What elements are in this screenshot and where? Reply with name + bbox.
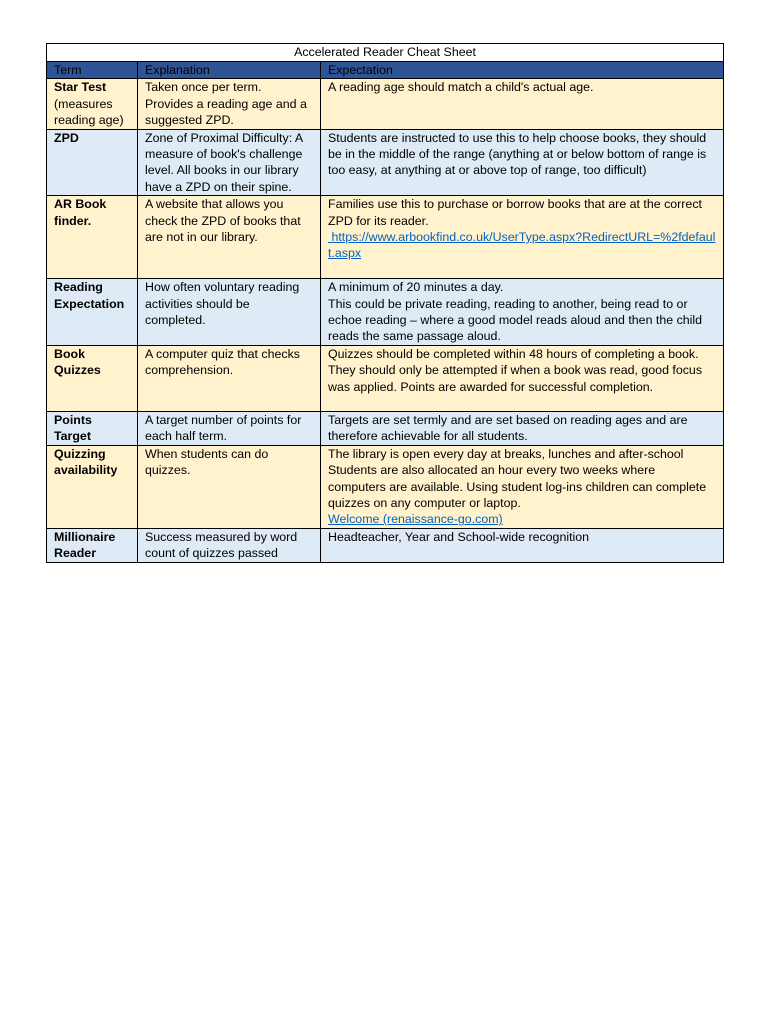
expectation-cell: A reading age should match a child's actual age. (321, 79, 724, 129)
explanation-cell: How often voluntary reading activities should be completed. (138, 279, 321, 346)
term-cell: AR Book finder. (47, 196, 138, 279)
explanation-cell: Taken once per term. Provides a reading age and a suggested ZPD. (138, 79, 321, 129)
explanation-cell: A target number of points for each half term. (138, 411, 321, 445)
expectation-text: Families use this to purchase or borrow books that are at the correct ZPD for its reader. (328, 197, 702, 228)
term-cell: Book Quizzes (47, 345, 138, 411)
table-row (47, 196, 724, 279)
expectation-cell (321, 279, 724, 346)
expectation-text: The library is open every day at breaks, lunches and after-school (328, 446, 684, 461)
term-cell: Points Target (47, 411, 138, 445)
table-row (47, 345, 724, 411)
header-expectation: Expectation (321, 62, 724, 79)
explanation-cell: Success measured by word count of quizzes passed (138, 528, 321, 562)
table-title: Accelerated Reader Cheat Sheet (47, 44, 724, 62)
table-row (47, 129, 724, 196)
explanation-cell: When students can do quizzes. (138, 445, 321, 528)
expectation-cell (321, 445, 724, 528)
expectation-cell: Headteacher, Year and School-wide recognition (321, 528, 724, 562)
renaissance-link[interactable]: Welcome (renaissance-go.com) (328, 512, 503, 527)
table-row (47, 279, 724, 346)
term-cell: Reading Expectation (47, 279, 138, 346)
table-row (47, 411, 724, 445)
expectation-text: A minimum of 20 minutes a day. (328, 280, 504, 295)
table-row (47, 79, 724, 129)
table-row (47, 528, 724, 562)
expectation-text-2: Students are also allocated an hour every two weeks where computers are available. Using student log-ins children can complete quizzes on any computer or laptop. (328, 463, 707, 510)
cheat-sheet-document (46, 43, 723, 563)
expectation-text-2: This could be private reading, reading to another, being read to or echoe reading – where a good model reads aloud and then the child reads the same passage aloud. (328, 296, 703, 344)
table-row (47, 445, 724, 528)
header-row (47, 62, 724, 79)
expectation-cell: Students are instructed to use this to help choose books, they should be in the middle of the range (anything at or below bottom of range is too easy, at anything at or above top of range, too difficult) (321, 129, 724, 196)
expectation-cell: Targets are set termly and are set based on reading ages and are therefore achievable for all students. (321, 411, 724, 445)
term-label: Star Test (54, 80, 107, 95)
cheat-sheet-table (46, 43, 724, 563)
explanation-cell: Zone of Proximal Difficulty: A measure of book's challenge level. All books in our library have a ZPD on their spine. (138, 129, 321, 196)
explanation-cell: A computer quiz that checks comprehension. (138, 345, 321, 411)
term-cell: ZPD (47, 129, 138, 196)
explanation-cell: A website that allows you check the ZPD of books that are not in our library. (138, 196, 321, 279)
arbookfind-link[interactable]: https://www.arbookfind.co.uk/UserType.aspx?RedirectURL=%2fdefault.aspx (328, 230, 716, 261)
header-term: Term (47, 62, 138, 79)
term-cell (47, 79, 138, 129)
term-sublabel: (measures reading age) (54, 96, 124, 128)
title-row (47, 44, 724, 62)
term-cell: Quizzing availability (47, 445, 138, 528)
expectation-cell: Quizzes should be completed within 48 hours of completing a book. They should only be attempted if when a book was read, good focus was applied. Points are awarded for successful completion. (321, 345, 724, 411)
expectation-cell (321, 196, 724, 279)
header-explanation: Explanation (138, 62, 321, 79)
term-cell: Millionaire Reader (47, 528, 138, 562)
